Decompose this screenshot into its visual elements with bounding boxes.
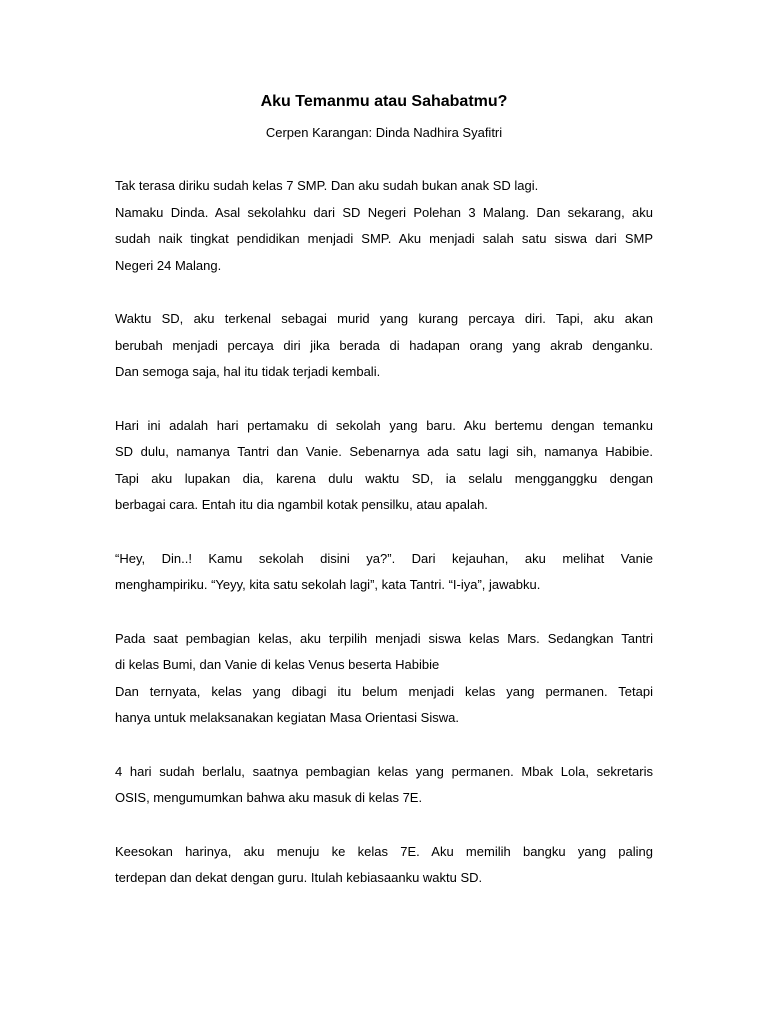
paragraph-line: terdepan dan dekat dengan guru. Itulah kebiasaanku waktu SD.	[115, 870, 483, 885]
paragraph-line: menghampiriku. “Yeyy, kita satu sekolah lagi”, kata Tantri. “I-iya”, jawabku.	[115, 577, 541, 592]
paragraph-line: Namaku Dinda. Asal sekolahku dari SD Negeri Polehan 3 Malang. Dan sekarang, aku	[115, 204, 653, 220]
paragraph-line: Tapi aku lupakan dia, karena dulu waktu SD, ia selalu mengganggku dengan	[115, 470, 653, 486]
paragraph-line: Tak terasa diriku sudah kelas 7 SMP. Dan aku sudah bukan anak SD lagi.	[115, 178, 539, 193]
paragraph	[115, 413, 653, 519]
paragraph-line: Dan ternyata, kelas yang dibagi itu belum menjadi kelas yang permanen. Tetapi	[115, 683, 653, 699]
paragraph-line: Keesokan harinya, aku menuju ke kelas 7E. Aku memilih bangku yang paling	[115, 843, 653, 859]
paragraph-line: Hari ini adalah hari pertamaku di sekolah yang baru. Aku bertemu dengan temanku	[115, 417, 653, 433]
paragraph-line: 4 hari sudah berlalu, saatnya pembagian kelas yang permanen. Mbak Lola, sekretaris	[115, 763, 653, 779]
paragraph-line: “Hey, Din..! Kamu sekolah disini ya?”. Dari kejauhan, aku melihat Vanie	[115, 550, 653, 566]
paragraph-line: Waktu SD, aku terkenal sebagai murid yang kurang percaya diri. Tapi, aku akan	[115, 311, 653, 326]
paragraph-line: berbagai cara. Entah itu dia ngambil kotak pensilku, atau apalah.	[115, 497, 488, 512]
paragraph-line: SD dulu, namanya Tantri dan Vanie. Sebenarnya ada satu lagi sih, namanya Habibie.	[115, 444, 653, 459]
paragraph	[115, 626, 653, 732]
paragraph-line: sudah naik tingkat pendidikan menjadi SMP. Aku menjadi salah satu siswa dari SMP	[115, 231, 653, 246]
paragraph-line: di kelas Bumi, dan Vanie di kelas Venus beserta Habibie	[115, 657, 440, 672]
paragraph-line: Dan semoga saja, hal itu tidak terjadi kembali.	[115, 364, 381, 379]
story-title: Aku Temanmu atau Sahabatmu?	[260, 93, 508, 110]
paragraph	[115, 173, 653, 279]
story-body	[115, 173, 653, 892]
paragraph	[115, 546, 653, 599]
paragraph-line: Negeri 24 Malang.	[115, 257, 222, 273]
paragraph-line: OSIS, mengumumkan bahwa aku masuk di kelas 7E.	[115, 790, 423, 805]
paragraph	[115, 759, 653, 812]
story-author: Cerpen Karangan: Dinda Nadhira Syafitri	[265, 125, 503, 140]
paragraph-line: hanya untuk melaksanakan kegiatan Masa Orientasi Siswa.	[115, 710, 459, 725]
paragraph-line: Pada saat pembagian kelas, aku terpilih menjadi siswa kelas Mars. Sedangkan Tantri	[115, 630, 653, 646]
paragraph-line: berubah menjadi percaya diri jika berada di hadapan orang yang akrab denganku.	[115, 337, 653, 353]
paragraph	[115, 839, 653, 892]
paragraph	[115, 306, 653, 386]
